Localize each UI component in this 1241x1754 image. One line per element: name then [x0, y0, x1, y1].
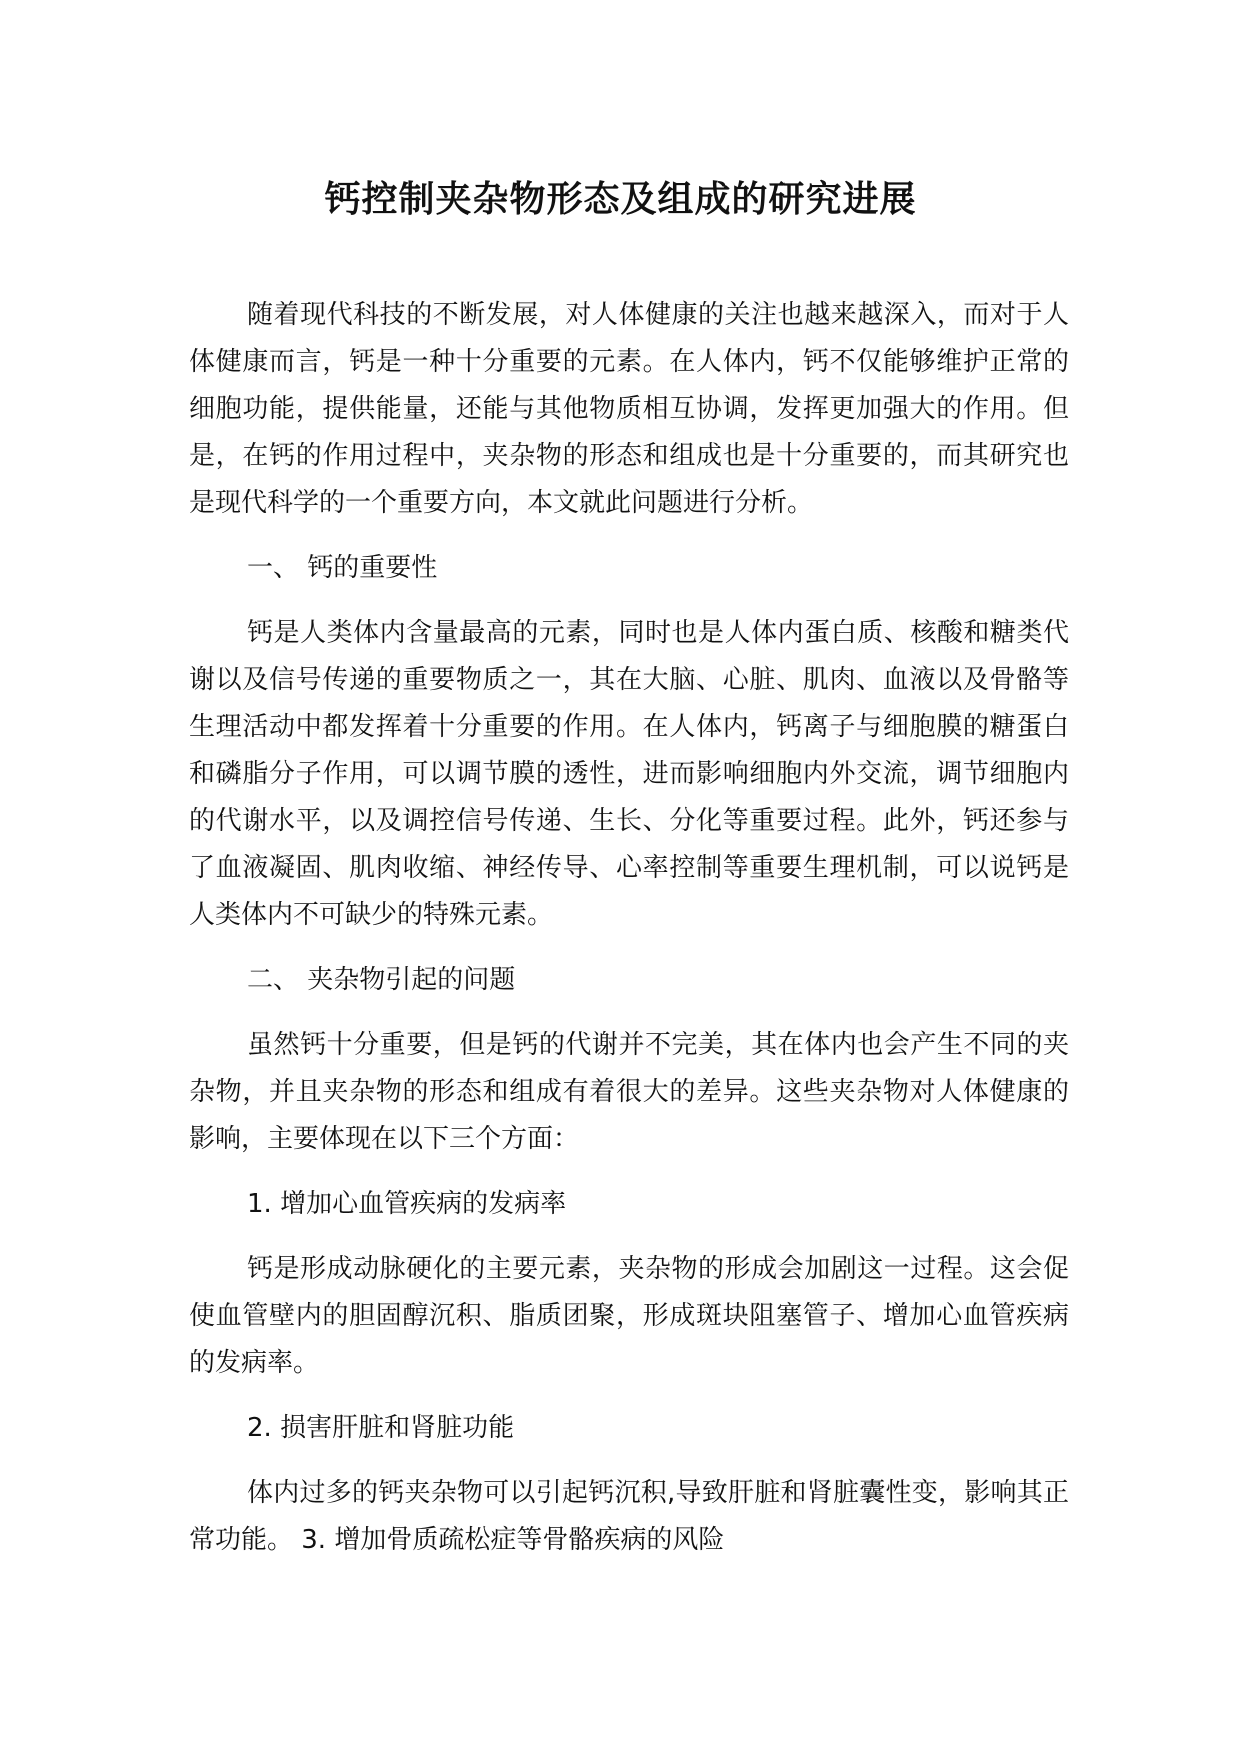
document-title: 钙控制夹杂物形态及组成的研究进展: [324, 179, 917, 220]
document-body: [189, 292, 1069, 1582]
paragraph-cardiovascular: 钙是形成动脉硬化的主要元素，夹杂物的形成会加剧这一过程。这会促使血管壁内的胆固醇沉积、脂质团聚，形成斑块阻塞管子、增加心血管疾病的发病率。: [189, 1254, 1069, 1378]
section-heading-2: 二、 夹杂物引起的问题: [247, 965, 516, 995]
section-heading-1: 一、 钙的重要性: [247, 553, 438, 583]
subheading-cardiovascular: 1. 增加心血管疾病的发病率: [247, 1189, 567, 1219]
paragraph-calcium-importance: 钙是人类体内含量最高的元素，同时也是人体内蛋白质、核酸和糖类代谢以及信号传递的重要物质之一，其在大脑、心脏、肌肉、血液以及骨骼等生理活动中都发挥着十分重要的作用。在人体内，钙离子与细胞膜的糖蛋白和磷脂分子作用，可以调节膜的透性，进而影响细胞内外交流，调节细胞内的代谢水平，以及调控信号传递、生长、分化等重要过程。此外，钙还参与了血液凝固、肌肉收缩、神经传导、心率控制等重要生理机制，可以说钙是人类体内不可缺少的特殊元素。: [189, 618, 1069, 930]
subheading-liver-kidney: 2. 损害肝脏和肾脏功能: [247, 1413, 515, 1443]
paragraph-intro: 随着现代科技的不断发展，对人体健康的关注也越来越深入，而对于人体健康而言，钙是一种十分重要的元素。在人体内，钙不仅能够维护正常的细胞功能，提供能量，还能与其他物质相互协调，发挥更加强大的作用。但是，在钙的作用过程中，夹杂物的形态和组成也是十分重要的，而其研究也是现代科学的一个重要方向，本文就此问题进行分析。: [189, 300, 1069, 518]
paragraph-liver-kidney: 体内过多的钙夹杂物可以引起钙沉积,导致肝脏和肾脏囊性变，影响其正常功能。 3. 增加骨质疏松症等骨骼疾病的风险: [189, 1478, 1069, 1555]
paragraph-inclusion-problems: 虽然钙十分重要，但是钙的代谢并不完美，其在体内也会产生不同的夹杂物，并且夹杂物的形态和组成有着很大的差异。这些夹杂物对人体健康的影响，主要体现在以下三个方面：: [189, 1030, 1069, 1154]
